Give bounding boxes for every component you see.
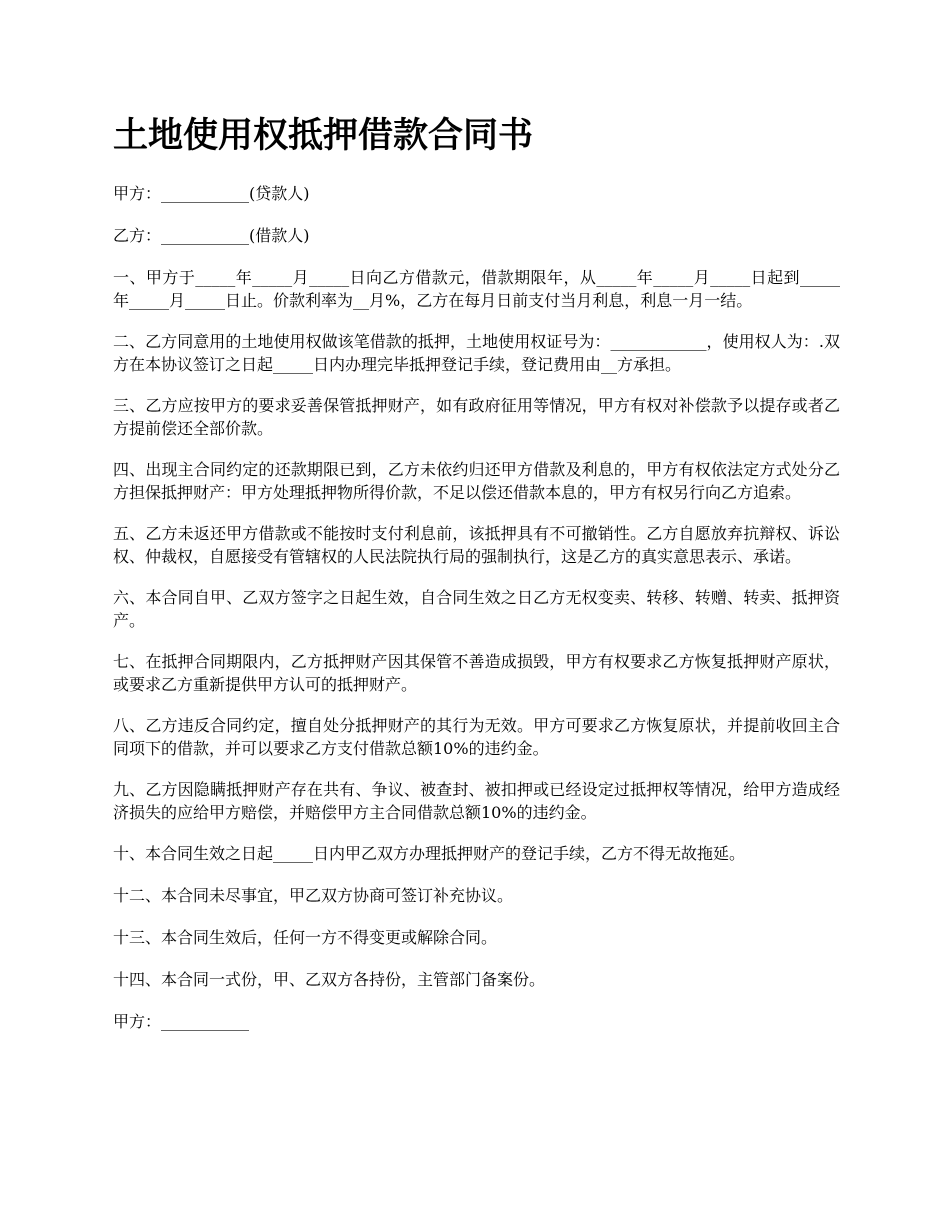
document-title: 土地使用权抵押借款合同书 — [113, 116, 534, 156]
clause-7: 七、在抵押合同期限内，乙方抵押财产因其保管不善造成损毁，甲方有权要求乙方恢复抵押财产原状，或要求乙方重新提供甲方认可的抵押财产。 — [113, 652, 840, 694]
signature-party-a: 甲方：___________ — [113, 1012, 250, 1031]
contract-document — [113, 108, 840, 1052]
clause-10: 十、本合同生效之日起_____日内甲乙双方办理抵押财产的登记手续，乙方不得无故拖延。 — [113, 844, 746, 863]
clause-2: 二、乙方同意用的土地使用权做该笔借款的抵押，土地使用权证号为：____________，使用权人为：.双方在本协议签订之日起_____日内办理完毕抵押登记手续，登记费用由__方承担。 — [113, 332, 840, 374]
party-a-line: 甲方：___________(贷款人) — [113, 184, 310, 203]
clause-13: 十三、本合同生效后，任何一方不得变更或解除合同。 — [113, 928, 498, 947]
clause-4: 四、出现主合同约定的还款期限已到，乙方未依约归还甲方借款及利息的，甲方有权依法定方式处分乙方担保抵押财产：甲方处理抵押物所得价款，不足以偿还借款本息的，甲方有权另行向乙方追索。 — [113, 460, 840, 502]
clause-5: 五、乙方未返还甲方借款或不能按时支付利息前，该抵押具有不可撤销性。乙方自愿放弃抗辩权、诉讼权、仲裁权，自愿接受有管辖权的人民法院执行局的强制执行，这是乙方的真实意思表示、承诺。 — [113, 524, 840, 566]
clause-3: 三、乙方应按甲方的要求妥善保管抵押财产，如有政府征用等情况，甲方有权对补偿款予以提存或者乙方提前偿还全部价款。 — [113, 396, 840, 438]
clause-8: 八、乙方违反合同约定，擅自处分抵押财产的其行为无效。甲方可要求乙方恢复原状，并提前收回主合同项下的借款，并可以要求乙方支付借款总额10%的违约金。 — [113, 716, 840, 758]
clause-14: 十四、本合同一式份，甲、乙双方各持份，主管部门备案份。 — [113, 970, 546, 989]
clause-1: 一、甲方于_____年_____月_____日向乙方借款元，借款期限年，从_____年_____月_____日起到_____年_____月_____日止。价款利率为__月%，乙方在每月日前支付当月利息，利息一月一结。 — [113, 268, 840, 310]
clause-12: 十二、本合同未尽事宜，甲乙双方协商可签订补充协议。 — [113, 886, 514, 905]
party-b-line: 乙方：___________(借款人) — [113, 226, 310, 245]
clause-6: 六、本合同自甲、乙双方签字之日起生效，自合同生效之日乙方无权变卖、转移、转赠、转卖、抵押资产。 — [113, 588, 840, 630]
clause-9: 九、乙方因隐瞒抵押财产存在共有、争议、被查封、被扣押或已经设定过抵押权等情况，给甲方造成经济损失的应给甲方赔偿，并赔偿甲方主合同借款总额10%的违约金。 — [113, 780, 840, 822]
